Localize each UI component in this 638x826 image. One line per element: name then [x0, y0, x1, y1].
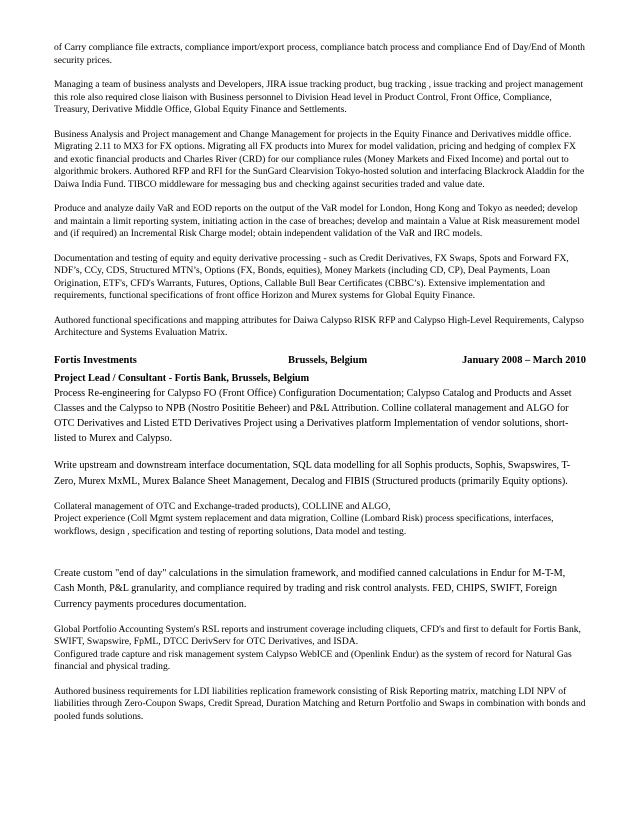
- employment-dates: January 2008 – March 2010: [462, 354, 586, 366]
- process-reengineering-paragraph: Process Re-engineering for Calypso FO (Front Office) Configuration Documentation; Calypso Catalog and Products and Asset Classes and the Calypso to NPB (Nostro Posititie Beheer) and P&L Attribution. Colline collateral management and ALGO for OTC Derivatives and Listed ETD Derivatives Project using a Derivatives platform Implementation of vendor solutions, short-listed to Murex and Calypso.: [54, 387, 572, 445]
- ldi-requirements-paragraph: Authored business requirements for LDI liabilities replication framework consisting of Risk Reporting matrix, matching LDI NPV of liabilities through Zero-Coupon Swaps, Credit Spread, Duration Matching and Return Portfolio and Swaps in combination with bonds and pooled funds solutions.: [54, 685, 586, 722]
- collateral-management-paragraph: Collateral management of OTC and Exchange-traded products), COLLINE and ALGO, Project experience (Coll Mgmt system replacement and data migration, Colline (Lombard Risk) process specifications, interfaces, workflows, design , specification and testing of reporting solutions, Data model and testing.: [54, 500, 554, 537]
- functional-specs-paragraph: Authored functional specifications and mapping attributes for Daiwa Calypso RISK RFP and Calypso High-Level Requirements, Calypso Architecture and Systems Evaluation Matrix.: [54, 314, 584, 338]
- portfolio-accounting-paragraph: Global Portfolio Accounting System's RSL reports and instrument coverage including cliquets, CFD's and first to default for Fortis Bank, SWIFT, Swapswire, FpML, DTCC DerivServ for OTC Derivatives, and ISDA. Configured trade capture and risk management system Calypso WebICE and (Openlink Endur) as the system of record for Natural Gas financial and physical trading.: [54, 623, 581, 673]
- page-content: [54, 42, 586, 723]
- business-analysis-paragraph: Business Analysis and Project management and Change Management for projects in the Equity Finance and Derivatives middle office. Migrating 2.11 to MX3 for FX options. Migrating all FX products into Murex for model validation, pricing and hedging of complex FX and exotic financial products and Charles River (CRD) for our compliance rules (Money Markets and Fixed Income) and portal out to algorithmic brokers. Authored RFP and RFI for the SunGard Clearvision Tokyo-hosted solution and interfacing Blackrock Aladdin for the Daiwa India Fund. TIBCO middleware for messaging bus and checking against securities traded and value date.: [54, 128, 585, 190]
- employer-location: Brussels, Belgium: [288, 354, 368, 366]
- documentation-testing-paragraph: Documentation and testing of equity and equity derivative processing - such as Credit Derivatives, FX Swaps, Spots and Forward FX, NDF’s, CCy, CDS, Structured MTN’s, Options (FX, Bonds, equities), Money Markets (including CD, CP), Deal Payments, Loan Origination, ETF's, CFD's Warrants, Futures, Options, Callable Bull Bear Certificates (CBBC’s). Extensive implementation and requirements, functional specifications of front office Horizon and Murex systems for Global Equity Finance.: [54, 252, 569, 301]
- employer-name: Fortis Investments: [54, 354, 137, 366]
- employer-header: [54, 354, 586, 368]
- team-management-paragraph: Managing a team of business analysts and Developers, JIRA issue tracking product, bug tracking , issue tracking and project management this role also required close liaison with Business personnel to Division Head level in Product Control, Front Office, Compliance, Treasury, Derivative Middle Office, Global Equity Finance and Settlements.: [54, 79, 584, 115]
- role-title: Project Lead / Consultant - Fortis Bank, Brussels, Belgium: [54, 372, 310, 384]
- carry-compliance-paragraph: of Carry compliance file extracts, compliance import/export process, compliance batch process and compliance End of Day/End of Month security prices.: [54, 42, 585, 66]
- var-reporting-paragraph: Produce and analyze daily VaR and EOD reports on the output of the VaR model for London, Hong Kong and Tokyo as needed; develop and maintain a limit reporting system, initiating action in the case of breaches; develop and maintain a Value at Risk measurement model and (if required) an Incremental Risk Charge model; obtain independent validation of the VaR and IRC models.: [54, 203, 580, 239]
- end-of-day-calculations-paragraph: Create custom "end of day" calculations in the simulation framework, and modified canned calculations in Endur for M-T-M, Cash Month, P&L granularity, and compliance required by trading and risk control analysts. FED, CHIPS, SWIFT, Foreign Currency payments procedures documentation.: [54, 568, 566, 610]
- interface-documentation-paragraph: Write upstream and downstream interface documentation, SQL data modelling for all Sophis products, Sophis, Swapswires, T-Zero, Murex MxML, Murex Balance Sheet Management, Decalog and FIBIS (Structured products (primarily Equity options).: [54, 460, 571, 487]
